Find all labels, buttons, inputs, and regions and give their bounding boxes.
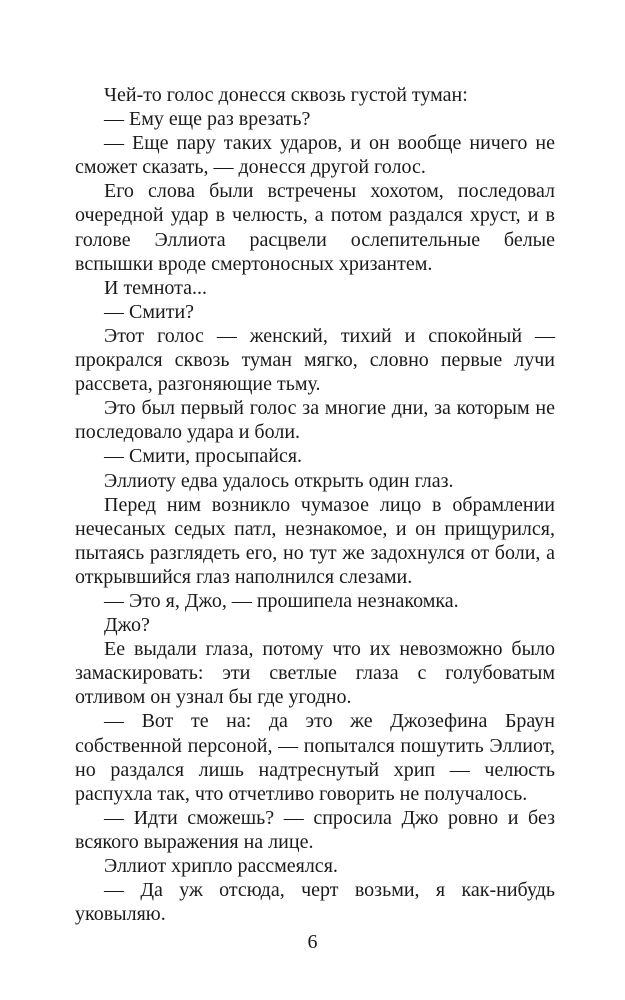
paragraph: — Это я, Джо, — прошипела незнакомка. [104,589,459,612]
paragraph: Чей-то голос донесся сквозь густой туман: [104,84,468,106]
paragraph: — Еще пару таких ударов, и он вообще ничего не сможет сказать, — донесся другой голос. [75,132,555,179]
paragraph: — Смити, просыпайся. [104,445,303,468]
paragraph: Перед ним возникло чумазое лицо в обрамлении нечесаных седых патл, незнакомое, и он прищурился, пытаясь разглядеть его, но тут же задохнулся от боли, а открывшийся глаз наполнился слезами. [75,493,555,588]
paragraph: Это был первый голос за многие дни, за которым не последовало удара и боли. [75,397,555,444]
paragraph: — Вот те на: да это же Джозефина Браун собственной персоной, — попытался пошутить Эллиот, но раздался лишь надтреснутый хрип — челюсть распухла так, что отчетливо говорить не получалось. [75,710,555,805]
paragraph: Его слова были встречены хохотом, последовал очередной удар в челюсть, а потом раздался хруст, и в голове Эллиота расцвели ослепительные белые вспышки вроде смертоносных хризантем. [75,180,555,275]
paragraph: Эллиот хрипло рассмеялся. [104,855,338,877]
paragraph: — Идти сможешь? — спросила Джо ровно и без всякого выражения на лице. [75,806,555,853]
paragraph: — Да уж отсюда, черт возьми, я как-нибудь уковыляю. [75,879,555,926]
paragraph: И темнота... [104,276,208,299]
paragraph: — Ему еще раз врезать? [104,108,311,131]
paragraph: Джо? [104,614,150,637]
paragraph: — Смити? [104,300,195,323]
paragraph: Этот голос — женский, тихий и спокойный — прокрался сквозь туман мягко, словно первые лучи рассвета, разгоняющие тьму. [75,324,555,396]
body-text [75,83,555,926]
paragraph: Ее выдали глаза, потому что их невозможно было замаскировать: эти светлые глаза с голубоватым отливом он узнал бы где угодно. [75,638,555,709]
page-number: 6 [307,931,318,953]
paragraph: Эллиоту едва удалось открыть один глаз. [104,469,454,492]
